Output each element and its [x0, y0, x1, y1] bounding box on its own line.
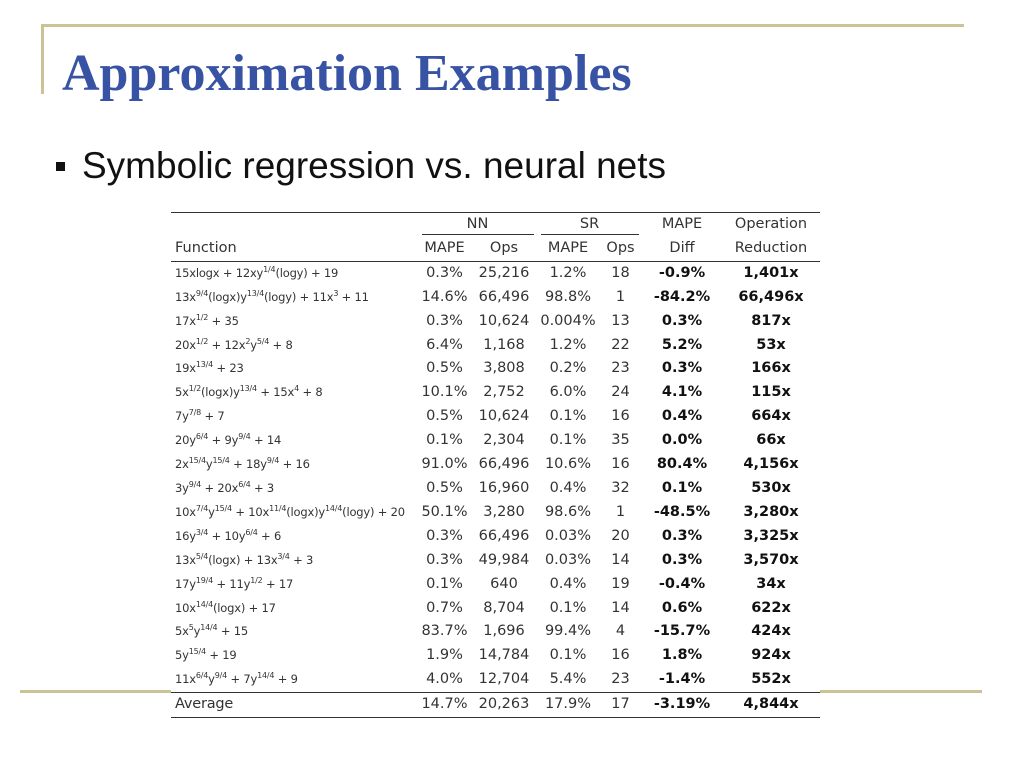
function-text: (logy) + 20 — [342, 504, 405, 519]
nn-ops-cell: 2,752 — [483, 384, 525, 401]
table-row — [171, 597, 820, 621]
function-cell — [171, 597, 418, 621]
function-text: y — [250, 337, 257, 352]
function-text: 20x — [175, 337, 196, 352]
function-text: + 9y — [208, 433, 239, 448]
function-exponent: 3 — [333, 288, 339, 298]
mape-diff-cell: 0.6% — [661, 599, 703, 616]
sr-ops-cell: 32 — [611, 479, 630, 496]
nn-mape-header: MAPE — [418, 237, 471, 261]
operation-reduction-cell: 166x — [751, 360, 791, 377]
function-text: + 10y — [208, 528, 246, 543]
function-exponent: 14/4 — [195, 599, 214, 609]
nn-mape-cell: 50.1% — [421, 503, 468, 520]
nn-group-label: NN — [422, 214, 534, 235]
mape-diff-cell: -0.9% — [658, 264, 706, 281]
operation-reduction-cell: 3,325x — [743, 527, 799, 544]
function-text: + 12x — [208, 337, 246, 352]
function-exponent: 1/2 — [250, 575, 263, 585]
sr-ops-cell: 20 — [611, 527, 630, 544]
function-text: 5x — [175, 624, 189, 639]
function-text: + 19 — [205, 648, 237, 663]
top-rule — [41, 24, 964, 27]
sr-mape-cell: 0.03% — [544, 527, 592, 544]
function-exponent: 1/4 — [263, 264, 276, 274]
average-nn-ops: 20,263 — [471, 693, 537, 718]
table-row — [171, 549, 820, 573]
sr-ops-cell: 22 — [611, 336, 630, 353]
sub-header-row — [171, 237, 820, 261]
function-exponent: 6/4 — [238, 479, 251, 489]
sr-ops-cell: 14 — [611, 599, 630, 616]
mape-diff-cell: 0.3% — [661, 551, 703, 568]
function-text: + 7 — [201, 409, 225, 424]
nn-ops-cell: 49,984 — [478, 551, 530, 568]
nn-mape-cell: 4.0% — [426, 671, 463, 688]
average-sr-mape: 17.9% — [537, 693, 599, 718]
function-text: + 10x — [231, 504, 270, 519]
function-exponent: 6/4 — [195, 432, 209, 442]
sr-ops-cell: 16 — [611, 647, 630, 664]
table-body — [171, 261, 820, 692]
square-bullet-icon — [56, 162, 65, 171]
bullet-item — [56, 144, 666, 188]
function-exponent: 15/4 — [212, 456, 230, 466]
function-cell — [171, 477, 418, 501]
function-exponent: 14/4 — [200, 623, 218, 633]
nn-mape-cell: 0.3% — [426, 312, 463, 329]
function-text: (logx) + 17 — [213, 600, 276, 615]
function-cell — [171, 573, 418, 597]
table-row — [171, 286, 820, 310]
table-row — [171, 573, 820, 597]
function-text: + 6 — [257, 528, 282, 543]
function-text: 10x — [175, 600, 196, 615]
function-text: + 9 — [274, 672, 298, 687]
function-text: + 16 — [279, 457, 310, 472]
sr-mape-cell: 0.1% — [549, 599, 587, 616]
table-row — [171, 310, 820, 334]
function-text: 2x — [175, 457, 189, 472]
nn-ops-cell: 10,624 — [478, 312, 530, 329]
nn-ops-cell: 3,280 — [483, 503, 525, 520]
sr-group-label: SR — [541, 214, 639, 235]
function-text: 13x — [175, 552, 196, 567]
mape-diff-cell: 4.1% — [661, 384, 703, 401]
function-text: + 3 — [250, 480, 274, 495]
table-row — [171, 357, 820, 381]
sr-mape-cell: 1.2% — [549, 336, 587, 353]
function-cell — [171, 453, 418, 477]
table-row — [171, 334, 820, 358]
mape-diff-cell: 0.3% — [661, 312, 703, 329]
average-row — [171, 693, 820, 718]
function-exponent: 13/4 — [195, 360, 214, 370]
mape-diff-cell: 0.3% — [661, 527, 703, 544]
function-exponent: 13/4 — [246, 288, 265, 298]
nn-mape-cell: 0.7% — [426, 599, 463, 616]
sr-mape-cell: 0.4% — [549, 575, 587, 592]
nn-mape-cell: 0.3% — [426, 551, 463, 568]
function-exponent: 3/4 — [277, 551, 290, 561]
function-text: (logy) + 19 — [275, 265, 339, 280]
nn-mape-cell: 0.5% — [426, 408, 463, 425]
sr-mape-cell: 10.6% — [544, 456, 592, 473]
nn-ops-cell: 1,168 — [483, 336, 525, 353]
mape-diff-cell: -15.7% — [653, 623, 711, 640]
function-text: (logy) + 11x — [264, 289, 334, 304]
function-exponent: 9/4 — [188, 479, 202, 489]
function-cell — [171, 429, 418, 453]
sr-mape-cell: 98.6% — [544, 503, 592, 520]
nn-ops-cell: 14,784 — [478, 647, 530, 664]
results-table-container — [171, 212, 820, 724]
sr-mape-header: MAPE — [537, 237, 599, 261]
sr-mape-cell: 5.4% — [549, 671, 587, 688]
function-cell — [171, 381, 418, 405]
sr-ops-cell: 35 — [611, 432, 630, 449]
function-cell — [171, 310, 418, 334]
average-mape-diff: -3.19% — [642, 693, 722, 718]
nn-mape-cell: 0.3% — [426, 527, 463, 544]
nn-ops-cell: 3,808 — [483, 360, 525, 377]
sr-ops-cell: 16 — [611, 456, 630, 473]
function-exponent: 1/2 — [188, 384, 202, 394]
nn-mape-cell: 83.7% — [421, 623, 468, 640]
function-cell — [171, 501, 418, 525]
operation-reduction-cell: 66x — [756, 432, 786, 449]
function-text: y — [208, 672, 215, 687]
sr-mape-cell: 0.1% — [549, 408, 587, 425]
sr-ops-cell: 1 — [615, 503, 626, 520]
table-row — [171, 644, 820, 668]
average-label: Average — [171, 693, 418, 718]
function-text: + 11 — [338, 289, 369, 304]
sr-ops-cell: 1 — [615, 288, 626, 305]
function-exponent: 9/4 — [238, 432, 251, 442]
operation-reduction-cell: 53x — [756, 336, 786, 353]
nn-mape-cell: 0.3% — [426, 264, 463, 281]
function-text: + 20x — [201, 480, 239, 495]
mape-diff-cell: -84.2% — [653, 288, 711, 305]
function-exponent: 5/4 — [195, 551, 209, 561]
nn-mape-cell: 1.9% — [426, 647, 463, 664]
function-cell — [171, 405, 418, 429]
function-text: + 3 — [289, 552, 314, 567]
function-text: + 15 — [217, 624, 248, 639]
table-row — [171, 477, 820, 501]
mape-diff-cell: 0.0% — [661, 432, 703, 449]
function-text: (logx)y — [201, 385, 240, 400]
nn-ops-cell: 66,496 — [478, 288, 530, 305]
mape-diff-cell: -0.4% — [658, 575, 706, 592]
function-text: (logx) + 13x — [208, 552, 278, 567]
function-header: Function — [171, 237, 418, 261]
function-text: 11x — [175, 672, 196, 687]
nn-mape-cell: 0.5% — [426, 360, 463, 377]
function-exponent: 1/2 — [195, 312, 209, 322]
function-cell — [171, 261, 418, 285]
function-cell — [171, 334, 418, 358]
operation-reduction-cell: 4,156x — [743, 456, 799, 473]
sr-ops-cell: 4 — [615, 623, 626, 640]
operation-reduction-cell: 530x — [751, 479, 791, 496]
function-text: y — [193, 624, 201, 639]
function-exponent: 7/8 — [188, 408, 202, 418]
nn-ops-cell: 66,496 — [478, 456, 530, 473]
table-row — [171, 620, 820, 644]
function-text: 20y — [175, 433, 196, 448]
function-exponent: 6/4 — [195, 671, 209, 681]
function-text: + 18y — [229, 457, 267, 472]
function-exponent: 19/4 — [195, 575, 214, 585]
function-exponent: 9/4 — [195, 288, 209, 298]
group-header-row — [171, 213, 820, 237]
function-exponent: 2 — [245, 336, 251, 346]
operation-reduction-cell: 424x — [751, 623, 791, 640]
left-rule — [41, 24, 44, 94]
function-exponent: 4 — [294, 384, 299, 394]
nn-ops-cell: 66,496 — [478, 527, 530, 544]
nn-ops-cell: 1,696 — [483, 623, 525, 640]
sr-ops-cell: 23 — [611, 360, 630, 377]
sr-mape-cell: 0.1% — [549, 647, 587, 664]
function-cell — [171, 525, 418, 549]
operation-reduction-cell: 552x — [751, 671, 791, 688]
operation-reduction-cell: 664x — [751, 408, 791, 425]
sr-ops-cell: 24 — [611, 384, 630, 401]
nn-mape-cell: 10.1% — [421, 384, 468, 401]
operation-reduction-cell: 817x — [751, 312, 791, 329]
results-table — [171, 212, 820, 718]
operation-reduction-cell: 66,496x — [738, 288, 804, 305]
function-exponent: 15/4 — [214, 503, 232, 513]
nn-ops-cell: 12,704 — [478, 671, 530, 688]
function-text: + 8 — [298, 385, 323, 400]
mape-diff-header: Diff — [642, 237, 722, 261]
function-text: + 15x — [256, 385, 295, 400]
slide-title: Approximation Examples — [62, 45, 632, 102]
function-exponent: 15/4 — [188, 647, 206, 657]
sr-ops-header: Ops — [599, 237, 642, 261]
function-cell — [171, 644, 418, 668]
function-text: 17x — [175, 313, 196, 328]
average-operation-reduction: 4,844x — [722, 693, 820, 718]
sr-mape-cell: 99.4% — [544, 623, 592, 640]
sr-mape-cell: 0.1% — [549, 432, 587, 449]
function-exponent: 9/4 — [214, 671, 228, 681]
nn-ops-cell: 2,304 — [483, 432, 525, 449]
function-text: + 11y — [213, 576, 251, 591]
table-row — [171, 429, 820, 453]
function-exponent: 11/4 — [269, 503, 287, 513]
mape-diff-cell: 5.2% — [661, 336, 703, 353]
function-text: + 8 — [269, 337, 293, 352]
function-text: + 17 — [262, 576, 294, 591]
function-text: + 14 — [250, 433, 282, 448]
sr-mape-cell: 0.2% — [549, 360, 587, 377]
sr-ops-cell: 19 — [611, 575, 630, 592]
function-text: 10x — [175, 504, 196, 519]
sr-ops-cell: 14 — [611, 551, 630, 568]
table-row — [171, 501, 820, 525]
mape-diff-cell: -1.4% — [658, 671, 706, 688]
operation-reduction-cell: 115x — [751, 384, 791, 401]
function-text: 19x — [175, 361, 196, 376]
function-exponent: 6/4 — [245, 527, 258, 537]
sr-mape-cell: 0.004% — [540, 312, 596, 329]
nn-mape-cell: 0.1% — [426, 432, 463, 449]
average-nn-mape: 14.7% — [418, 693, 471, 718]
function-exponent: 9/4 — [266, 456, 280, 466]
sr-group-header — [537, 213, 642, 237]
sr-mape-cell: 0.4% — [549, 479, 587, 496]
operation-reduction-cell: 3,570x — [743, 551, 799, 568]
nn-ops-header: Ops — [471, 237, 537, 261]
sr-mape-cell: 0.03% — [544, 551, 592, 568]
nn-mape-cell: 0.1% — [426, 575, 463, 592]
table-row — [171, 668, 820, 692]
function-text: 3y — [175, 480, 189, 495]
nn-mape-cell: 91.0% — [421, 456, 468, 473]
table-row — [171, 525, 820, 549]
function-text: 5x — [175, 385, 189, 400]
mape-diff-cell: -48.5% — [653, 503, 711, 520]
operation-group-header: Operation — [722, 213, 820, 237]
table-row — [171, 453, 820, 477]
sr-mape-cell: 98.8% — [544, 288, 592, 305]
function-cell — [171, 286, 418, 310]
function-cell — [171, 357, 418, 381]
function-text: + 23 — [213, 361, 244, 376]
function-text: + 35 — [208, 313, 239, 328]
operation-reduction-cell: 924x — [751, 647, 791, 664]
function-cell — [171, 549, 418, 573]
function-exponent: 13/4 — [239, 384, 257, 394]
function-text: 7y — [175, 409, 189, 424]
function-text: 16y — [175, 528, 196, 543]
function-exponent: 14/4 — [257, 671, 275, 681]
operation-reduction-cell: 34x — [756, 575, 786, 592]
nn-ops-cell: 10,624 — [478, 408, 530, 425]
function-text: 13x — [175, 289, 196, 304]
function-cell — [171, 668, 418, 692]
function-text: (logx)y — [286, 504, 325, 519]
operation-reduction-cell: 622x — [751, 599, 791, 616]
nn-ops-cell: 640 — [490, 575, 518, 592]
table-row — [171, 381, 820, 405]
mape-group-header: MAPE — [642, 213, 722, 237]
sr-ops-cell: 18 — [611, 264, 630, 281]
table-row — [171, 405, 820, 429]
sr-ops-cell: 16 — [611, 408, 630, 425]
bullet-text: Symbolic regression vs. neural nets — [82, 145, 667, 186]
operation-reduction-cell: 1,401x — [743, 264, 799, 281]
function-exponent: 1/2 — [195, 336, 209, 346]
mape-diff-cell: 0.3% — [661, 360, 703, 377]
function-text: 15xlogx + 12xy — [175, 265, 264, 280]
function-exponent: 5 — [188, 623, 194, 633]
mape-diff-cell: 1.8% — [661, 647, 703, 664]
mape-diff-cell: 0.1% — [661, 479, 703, 496]
function-text: (logx)y — [208, 289, 247, 304]
nn-mape-cell: 14.6% — [421, 288, 468, 305]
function-cell — [171, 620, 418, 644]
function-text: y — [208, 504, 215, 519]
table-row — [171, 261, 820, 285]
average-sr-ops: 17 — [599, 693, 642, 718]
function-exponent: 15/4 — [188, 456, 206, 466]
mape-diff-cell: 80.4% — [656, 456, 708, 473]
sr-ops-cell: 13 — [611, 312, 630, 329]
sr-mape-cell: 6.0% — [549, 384, 587, 401]
mape-diff-cell: 0.4% — [661, 408, 703, 425]
operation-reduction-cell: 3,280x — [743, 503, 799, 520]
sr-mape-cell: 1.2% — [549, 264, 587, 281]
nn-group-header — [418, 213, 537, 237]
function-text: 17y — [175, 576, 196, 591]
nn-ops-cell: 8,704 — [483, 599, 525, 616]
header-blank — [171, 213, 418, 237]
sr-ops-cell: 23 — [611, 671, 630, 688]
nn-ops-cell: 25,216 — [478, 264, 530, 281]
function-text: + 7y — [227, 672, 258, 687]
function-exponent: 3/4 — [195, 527, 209, 537]
nn-mape-cell: 0.5% — [426, 479, 463, 496]
function-exponent: 7/4 — [195, 503, 209, 513]
function-text: 5y — [175, 648, 189, 663]
operation-reduction-header: Reduction — [722, 237, 820, 261]
function-exponent: 5/4 — [256, 336, 270, 346]
nn-mape-cell: 6.4% — [426, 336, 463, 353]
function-exponent: 14/4 — [324, 503, 343, 513]
nn-ops-cell: 16,960 — [478, 479, 530, 496]
function-text: y — [205, 457, 213, 472]
